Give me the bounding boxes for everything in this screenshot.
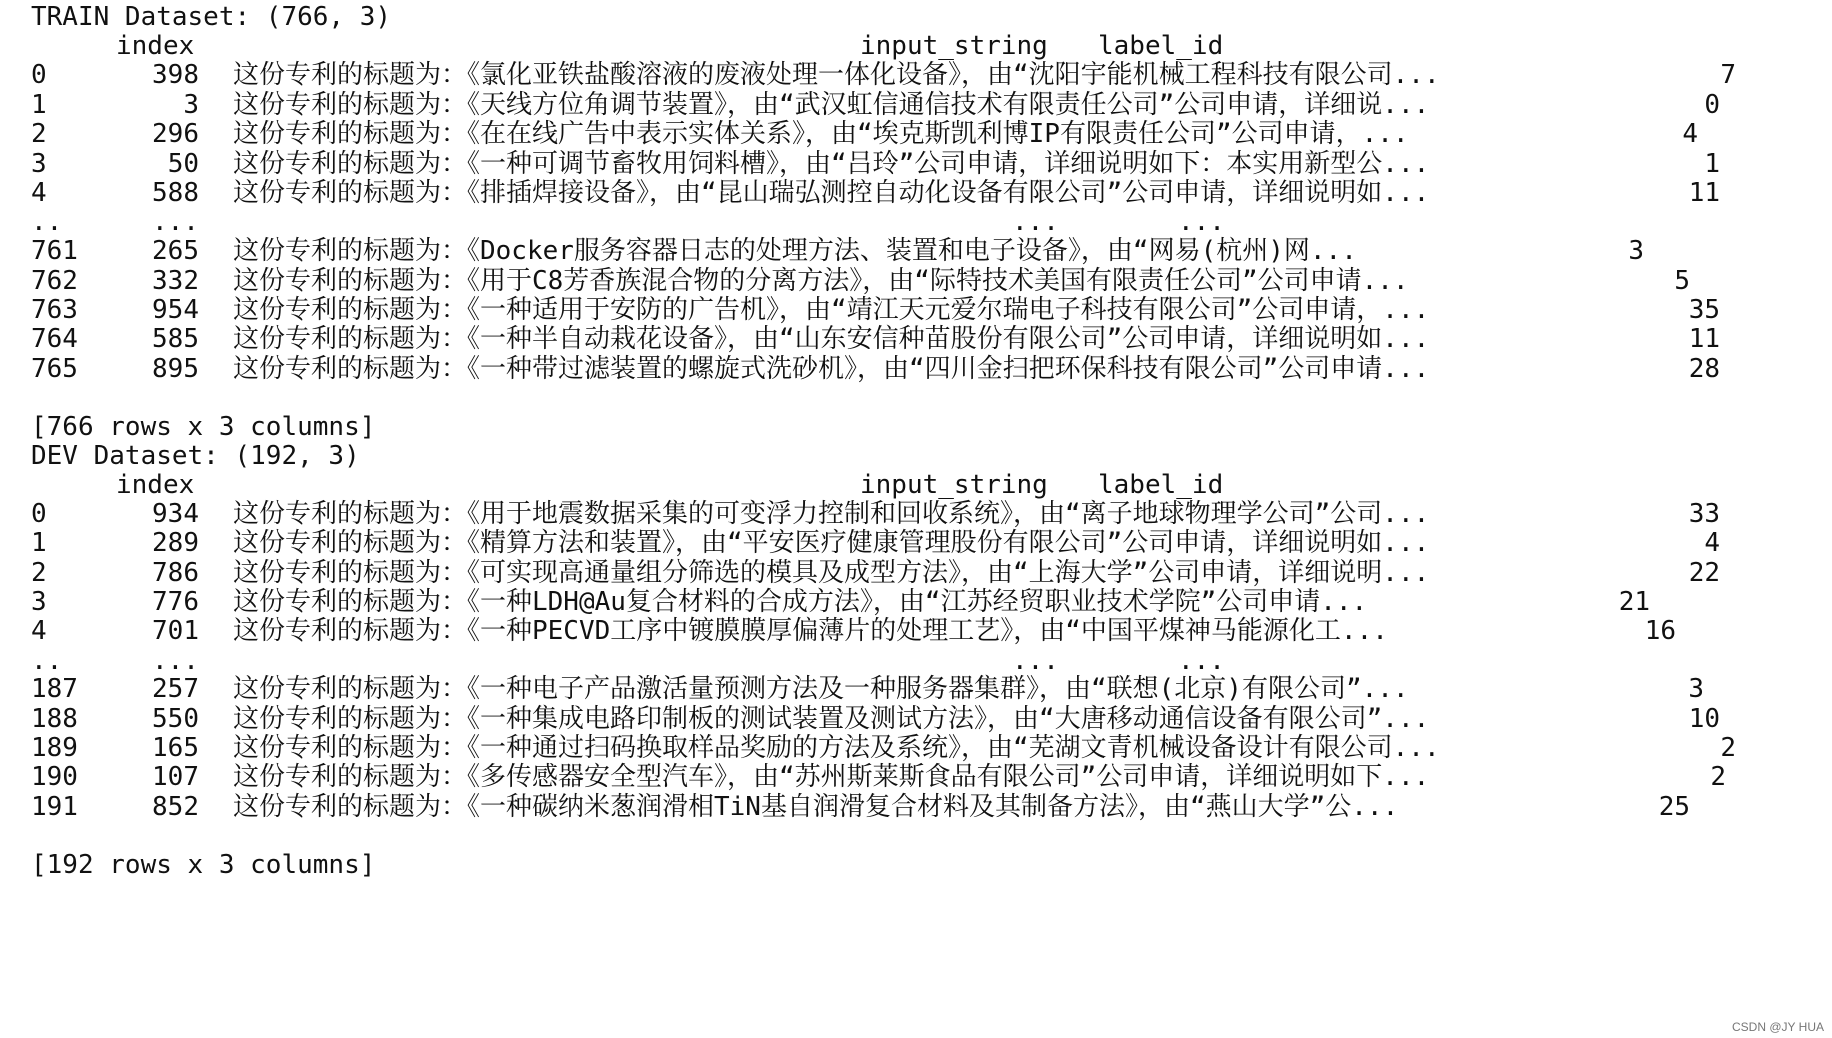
column-header-input-string: input_string xyxy=(860,470,1048,500)
train-footer-text: [766 rows x 3 columns] xyxy=(31,412,376,442)
table-row xyxy=(0,234,1832,268)
table-row xyxy=(0,322,1832,356)
row-input-string: 这份专利的标题为：《Docker服务容器日志的处理方法、装置和电子设备》，由“网易(杭州)网... xyxy=(233,236,1357,266)
column-header-label-id: label_id xyxy=(1098,31,1224,61)
table-row xyxy=(0,760,1832,794)
row-position: 764 xyxy=(31,324,78,354)
row-index-value: 895 xyxy=(152,354,199,384)
row-position: 4 xyxy=(31,616,47,646)
ellipsis-index: ... xyxy=(152,207,199,237)
ellipsis-row-position: .. xyxy=(31,207,63,237)
row-label-id: 0 xyxy=(1704,90,1720,120)
row-position: 189 xyxy=(31,733,78,763)
table-row xyxy=(0,614,1832,648)
row-label-id: 3 xyxy=(1628,236,1644,266)
row-input-string: 这份专利的标题为：《在在线广告中表示实体关系》，由“埃克斯凯利博IP有限责任公司”公司申请，... xyxy=(233,119,1409,149)
row-index-value: 289 xyxy=(152,528,199,558)
row-index-value: 701 xyxy=(152,616,199,646)
column-header-input-string: input_string xyxy=(860,31,1048,61)
row-input-string: 这份专利的标题为：《一种半自动栽花设备》，由“山东安信种苗股份有限公司”公司申请，详细说明如... xyxy=(233,324,1430,354)
row-label-id: 10 xyxy=(1688,704,1720,734)
row-position: 0 xyxy=(31,499,47,529)
row-input-string: 这份专利的标题为：《一种带过滤装置的螺旋式洗砂机》，由“四川金扫把环保科技有限公司”公司申请... xyxy=(233,354,1430,384)
row-input-string: 这份专利的标题为：《一种通过扫码换取样品奖励的方法及系统》，由“芜湖文青机械设备设计有限公司... xyxy=(233,733,1440,763)
row-index-value: 50 xyxy=(167,149,199,179)
row-index-value: 550 xyxy=(152,704,199,734)
row-position: 190 xyxy=(31,762,78,792)
row-index-value: 398 xyxy=(152,60,199,90)
ellipsis-label-id: ... xyxy=(1178,646,1225,676)
row-input-string: 这份专利的标题为：《天线方位角调节装置》，由“武汉虹信通信技术有限责任公司”公司申请，详细说... xyxy=(233,90,1430,120)
table-row xyxy=(0,526,1832,560)
row-index-value: 165 xyxy=(152,733,199,763)
ellipsis-index: ... xyxy=(152,646,199,676)
row-label-id: 35 xyxy=(1688,295,1720,325)
row-label-id: 33 xyxy=(1688,499,1720,529)
ellipsis-label-id: ... xyxy=(1178,207,1225,237)
row-index-value: 588 xyxy=(152,178,199,208)
row-input-string: 这份专利的标题为：《一种适用于安防的广告机》，由“靖江天元爱尔瑞电子科技有限公司”公司申请，... xyxy=(233,295,1430,325)
row-input-string: 这份专利的标题为：《一种LDH@Au复合材料的合成方法》，由“江苏经贸职业技术学院”公司申请... xyxy=(233,587,1368,617)
table-row xyxy=(0,790,1832,824)
ellipsis-input-string: ... xyxy=(1012,207,1059,237)
row-index-value: 332 xyxy=(152,266,199,296)
row-index-value: 107 xyxy=(152,762,199,792)
row-label-id: 11 xyxy=(1688,178,1720,208)
row-input-string: 这份专利的标题为：《用于C8芳香族混合物的分离方法》，由“际特技术美国有限责任公司”公司申请... xyxy=(233,266,1409,296)
row-input-string: 这份专利的标题为：《一种电子产品激活量预测方法及一种服务器集群》，由“联想(北京)有限公司”... xyxy=(233,674,1409,704)
row-index-value: 852 xyxy=(152,792,199,822)
row-index-value: 585 xyxy=(152,324,199,354)
ellipsis-row-position: .. xyxy=(31,646,63,676)
row-label-id: 2 xyxy=(1720,733,1736,763)
row-index-value: 296 xyxy=(152,119,199,149)
row-position: 187 xyxy=(31,674,78,704)
row-label-id: 3 xyxy=(1688,674,1704,704)
dev-dataset-footer xyxy=(0,848,1832,882)
row-label-id: 22 xyxy=(1688,558,1720,588)
column-header-index: index xyxy=(116,31,195,61)
row-label-id: 4 xyxy=(1704,528,1720,558)
row-position: 2 xyxy=(31,119,47,149)
row-index-value: 934 xyxy=(152,499,199,529)
row-input-string: 这份专利的标题为：《精算方法和装置》，由“平安医疗健康管理股份有限公司”公司申请，详细说明如... xyxy=(233,528,1430,558)
row-index-value: 3 xyxy=(183,90,199,120)
row-position: 4 xyxy=(31,178,47,208)
row-label-id: 21 xyxy=(1618,587,1650,617)
table-row xyxy=(0,58,1832,92)
ellipsis-input-string: ... xyxy=(1012,646,1059,676)
row-label-id: 7 xyxy=(1720,60,1736,90)
column-header-label-id: label_id xyxy=(1098,470,1224,500)
row-label-id: 28 xyxy=(1688,354,1720,384)
row-index-value: 786 xyxy=(152,558,199,588)
row-index-value: 257 xyxy=(152,674,199,704)
row-input-string: 这份专利的标题为：《一种可调节畜牧用饲料槽》，由“吕玲”公司申请，详细说明如下：本实用新型公... xyxy=(233,149,1430,179)
row-position: 765 xyxy=(31,354,78,384)
row-label-id: 1 xyxy=(1704,149,1720,179)
row-label-id: 16 xyxy=(1644,616,1676,646)
table-row xyxy=(0,117,1832,151)
row-input-string: 这份专利的标题为：《一种集成电路印制板的测试装置及测试方法》，由“大唐移动通信设备有限公司”... xyxy=(233,704,1430,734)
column-header-index: index xyxy=(116,470,195,500)
row-input-string: 这份专利的标题为：《多传感器安全型汽车》，由“苏州斯莱斯食品有限公司”公司申请，详细说明如下... xyxy=(233,762,1430,792)
table-row xyxy=(0,672,1832,706)
row-position: 0 xyxy=(31,60,47,90)
row-position: 763 xyxy=(31,295,78,325)
row-position: 188 xyxy=(31,704,78,734)
row-label-id: 5 xyxy=(1674,266,1690,296)
row-position: 3 xyxy=(31,149,47,179)
row-label-id: 4 xyxy=(1682,119,1698,149)
row-input-string: 这份专利的标题为：《可实现高通量组分筛选的模具及成型方法》，由“上海大学”公司申请，详细说明... xyxy=(233,558,1430,588)
table-row xyxy=(0,352,1832,386)
dev-header-text: DEV Dataset: (192, 3) xyxy=(31,441,360,471)
row-input-string: 这份专利的标题为：《一种PECVD工序中镀膜膜厚偏薄片的处理工艺》，由“中国平煤神马能源化工... xyxy=(233,616,1388,646)
train-header-text: TRAIN Dataset: (766, 3) xyxy=(31,2,392,32)
row-label-id: 25 xyxy=(1658,792,1690,822)
row-position: 1 xyxy=(31,528,47,558)
row-position: 761 xyxy=(31,236,78,266)
row-input-string: 这份专利的标题为：《排插焊接设备》，由“昆山瑞弘测控自动化设备有限公司”公司申请，详细说明如... xyxy=(233,178,1430,208)
row-label-id: 11 xyxy=(1688,324,1720,354)
row-label-id: 2 xyxy=(1710,762,1726,792)
row-position: 762 xyxy=(31,266,78,296)
row-index-value: 954 xyxy=(152,295,199,325)
row-input-string: 这份专利的标题为：《一种碳纳米葱润滑相TiN基自润滑复合材料及其制备方法》，由“燕山大学”公... xyxy=(233,792,1399,822)
csdn-watermark: CSDN @JY HUA xyxy=(1732,1020,1824,1034)
row-index-value: 265 xyxy=(152,236,199,266)
row-position: 2 xyxy=(31,558,47,588)
row-input-string: 这份专利的标题为：《用于地震数据采集的可变浮力控制和回收系统》，由“离子地球物理学公司”公司... xyxy=(233,499,1430,529)
row-input-string: 这份专利的标题为：《氯化亚铁盐酸溶液的废液处理一体化设备》，由“沈阳宇能机械工程科技有限公司... xyxy=(233,60,1440,90)
row-index-value: 776 xyxy=(152,587,199,617)
row-position: 3 xyxy=(31,587,47,617)
row-position: 191 xyxy=(31,792,78,822)
row-position: 1 xyxy=(31,90,47,120)
dev-footer-text: [192 rows x 3 columns] xyxy=(31,850,376,880)
